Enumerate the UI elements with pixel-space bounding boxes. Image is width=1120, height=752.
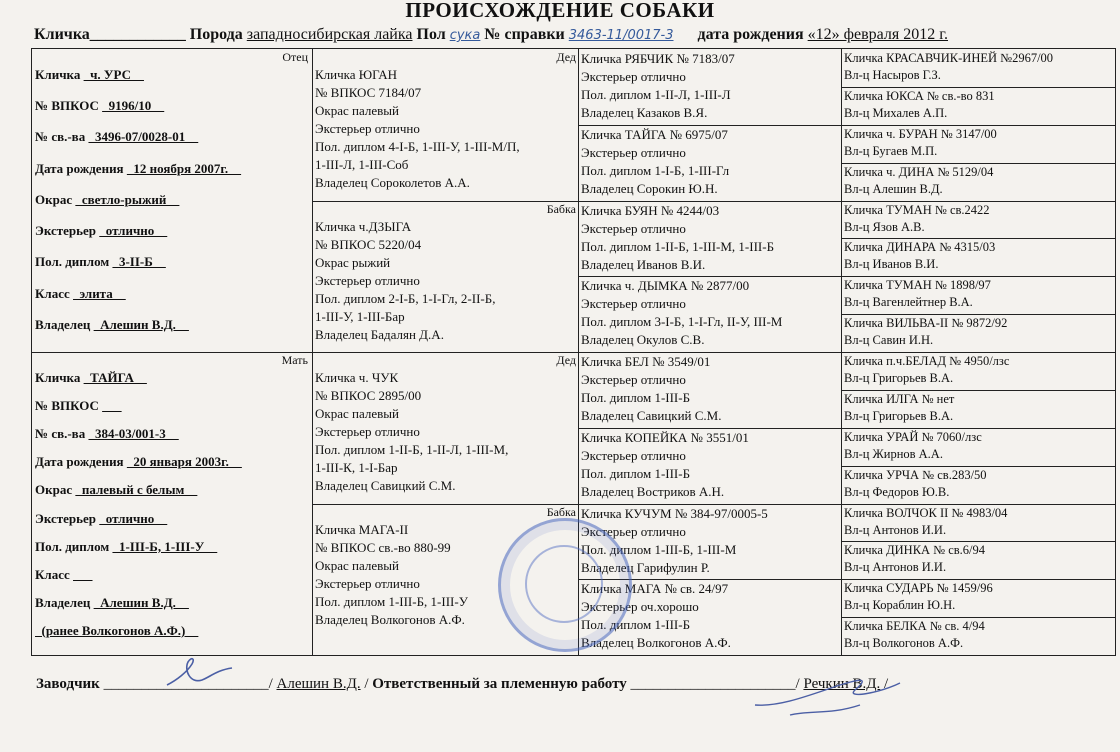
row-divider — [578, 125, 841, 126]
ancestor-field-row: Вл-ц Григорьев В.А. — [844, 371, 954, 385]
great-grandparent-field-row: Кличка МАГА № св. 24/97 — [581, 581, 729, 597]
cert-value: 3463-11/0017-3 — [568, 28, 674, 43]
ancestor-field-row: Вл-ц Антонов И.И. — [844, 522, 947, 537]
great-grandparent-field-row: Пол. диплом 1-II-Л, 1-III-Л — [581, 87, 731, 102]
ancestor-field-row: Кличка ч. ДИНА № 5129/04 — [844, 164, 994, 179]
great-grandparent-field-row: Владелец Иванов В.И. — [581, 256, 706, 272]
grandparent-field-row: 1-III-У, 1-III-Бар — [315, 308, 405, 324]
grandparent-field-row: Пол. диплом 2-I-Б, 1-I-Гл, 2-II-Б, — [315, 290, 496, 306]
field-value — [102, 398, 122, 413]
seal-stamp — [498, 518, 632, 652]
grandparent-field-row: Кличка ч.ДЗЫГА — [315, 218, 412, 234]
ancestor-field-row: Кличка ТУМАН № 1898/97 — [844, 278, 991, 293]
row-divider — [578, 352, 841, 353]
row-divider — [841, 352, 1115, 353]
grandparent-field-row: Пол. диплом 4-I-Б, 1-III-У, 1-III-М/П, — [315, 139, 520, 154]
field-label: Экстерьер — [35, 223, 100, 239]
row-divider — [578, 428, 841, 429]
parent-role-father: Отец — [282, 50, 308, 64]
grandparent-field-row: Пол. диплом 1-II-Б, 1-II-Л, 1-III-М, — [315, 442, 509, 457]
grandparent-field-row: Экстерьер отлично — [315, 575, 420, 591]
document-title: ПРОИСХОЖДЕНИЕ СОБАКИ — [405, 0, 715, 22]
parent-field-row — [35, 595, 189, 610]
grandparent-field-row: Окрас рыжий — [315, 254, 391, 270]
grandparent-field-row: № ВПКОС св.-во 880-99 — [315, 539, 451, 555]
parent-field-row — [35, 223, 167, 238]
grandparent-field-row: Пол. диплом 1-III-Б, 1-III-У — [315, 593, 468, 609]
great-grandparent-field-row: Экстерьер отлично — [581, 69, 686, 84]
field-label: Пол. диплом — [35, 538, 113, 554]
field-label: Дата рождения — [35, 454, 127, 470]
breeder-signature — [162, 650, 242, 695]
ancestor-field-row: Вл-ц Иванов В.И. — [844, 257, 939, 272]
ancestor-field-row: Вл-ц Михалев А.П. — [844, 105, 948, 120]
parent-field-row — [35, 98, 164, 113]
grandparent-field-row: Окрас палевый — [315, 406, 399, 421]
responsible-signature — [750, 665, 910, 725]
ancestor-field-row: Вл-ц Жирнов А.А. — [844, 446, 943, 461]
parent-field-row — [35, 129, 198, 144]
great-grandparent-role: Дед — [556, 353, 576, 367]
ancestor-field-row: Кличка ВОЛЧОК II № 4983/04 — [844, 505, 1008, 520]
ancestor-field-row: Вл-ц Язов А.В. — [844, 219, 925, 234]
great-grandparent-field-row: Владелец Волкогонов А.Ф. — [581, 635, 731, 651]
field-value: 20 января 2003г. — [126, 454, 242, 470]
grandparent-field-row: 1-III-К, 1-I-Бар — [315, 460, 398, 475]
row-divider — [841, 428, 1115, 429]
great-grandparent-field-row: Пол. диплом 1-II-Б, 1-III-М, 1-III-Б — [581, 238, 775, 254]
great-grandparent-field-row: Пол. диплом 1-III-Б — [581, 390, 691, 405]
field-value: Алешин В.Д. — [93, 316, 189, 332]
row-divider — [578, 504, 841, 505]
grandparent-field-row: Кличка МАГА-II — [315, 521, 409, 537]
field-value: элита — [73, 285, 126, 301]
field-label: № ВПКОС — [35, 398, 103, 414]
great-grandparent-field-row: Пол. диплом 1-I-Б, 1-III-Гл — [581, 162, 730, 178]
parent-field-row — [35, 567, 93, 582]
row-divider — [841, 314, 1115, 315]
row-divider — [841, 125, 1115, 126]
parent-field-row — [35, 482, 197, 497]
great-grandparent-role: Бабка — [546, 201, 576, 216]
ancestor-field-row: Кличка ЮКСА № св.-во 831 — [844, 88, 995, 103]
field-value: (ранее Волкогонов А.Ф.) — [35, 622, 199, 638]
grandparent-field-row: Экстерьер отлично — [315, 272, 420, 288]
parent-field-row — [35, 370, 147, 385]
grandparent-field-row: Владелец Сороколетов А.А. — [315, 175, 470, 190]
row-divider — [841, 504, 1115, 505]
parent-field-row — [35, 161, 241, 176]
grandparent-field-row: Окрас палевый — [315, 103, 399, 118]
grandparent-field-row: Владелец Савицкий С.М. — [315, 478, 456, 493]
great-grandparent-field-row: Кличка БУЯН № 4244/03 — [581, 202, 720, 218]
row-divider — [841, 87, 1115, 88]
footer-row: Заводчик ______________________/ Алешин В.Д. / Ответственный за племенную работу ______________________/ Речкин В.Д. / — [36, 676, 889, 692]
name-label: Кличка — [34, 26, 90, 43]
grandparent-field-row: № ВПКОС 7184/07 — [315, 85, 422, 100]
sex-value: сука — [449, 28, 481, 43]
ancestor-field-row: Вл-ц Вагенлейтнер В.А. — [844, 295, 973, 310]
cert-label: № справки — [484, 26, 565, 43]
grandparent-field-row: Владелец Бадалян Д.А. — [315, 326, 444, 342]
field-label: Владелец — [35, 316, 94, 332]
sex-label: Пол — [416, 26, 446, 43]
field-label: Класс — [35, 285, 74, 301]
row-divider — [841, 201, 1115, 202]
field-value: ч. УРС — [83, 67, 144, 82]
great-grandparent-field-row: Владелец Сорокин Ю.Н. — [581, 180, 718, 196]
great-grandparent-field-row: Пол. диплом 1-III-Б, 1-III-М — [581, 541, 737, 557]
parent-field-row — [35, 317, 189, 332]
great-grandparent-role: Бабка — [546, 504, 576, 519]
field-value: 3-II-Б — [112, 254, 166, 270]
grandparent-field-row: Кличка ч. ЧУК — [315, 370, 399, 385]
ancestor-field-row: Вл-ц Бугаев М.П. — [844, 143, 938, 158]
row-divider — [578, 276, 841, 277]
row-divider — [841, 390, 1115, 391]
field-label: Пол. диплом — [35, 254, 113, 270]
dob-value: «12» февраля 2012 г. — [807, 26, 949, 43]
field-value: отлично — [99, 510, 168, 526]
ancestor-field-row: Вл-ц Волкогонов А.Ф. — [844, 636, 964, 651]
field-value: светло-рыжий — [75, 191, 180, 207]
field-label: Экстерьер — [35, 510, 100, 526]
field-value: 384-03/001-3 — [88, 426, 179, 442]
ancestor-field-row: Кличка КРАСАВЧИК-ИНЕЙ №2967/00 — [844, 51, 1054, 65]
breeder-label: Заводчик — [36, 676, 100, 692]
great-grandparent-field-row: Экстерьер отлично — [581, 220, 686, 236]
header-row: Кличка____________ Порода западносибирская лайка Пол сука № справки 3463-11/0017-3 дата рождения «12» февраля 2012 г. — [34, 26, 949, 43]
ancestor-field-row: Кличка УРЧА № св.283/50 — [844, 467, 987, 482]
responsible-name: Речкин В.Д. — [803, 676, 881, 692]
ancestor-field-row: Кличка ДИНАРА № 4315/03 — [844, 240, 996, 255]
ancestor-field-row: Кличка ТУМАН № св.2422 — [844, 202, 990, 217]
parent-field-row — [35, 623, 198, 638]
great-grandparent-field-row: Кличка КОПЕЙКА № 3551/01 — [581, 429, 749, 445]
responsible-label: Ответственный за племенную работу — [372, 676, 627, 692]
field-value: 12 ноября 2007г. — [126, 160, 242, 176]
ancestor-field-row: Вл-ц Алешин В.Д. — [844, 181, 943, 196]
field-value: 9196/10 — [102, 98, 165, 114]
row-divider — [841, 579, 1115, 580]
grandparent-field-row: № ВПКОС 2895/00 — [315, 388, 422, 403]
parent-field-row — [35, 539, 217, 554]
great-grandparent-field-row: Владелец Гарифулин Р. — [581, 559, 710, 575]
ancestor-field-row: Вл-ц Григорьев В.А. — [844, 408, 954, 423]
grandparent-field-row: Окрас палевый — [315, 557, 399, 573]
ancestor-field-row: Кличка ВИЛЬВА-II № 9872/92 — [844, 316, 1008, 331]
great-grandparent-field-row: Пол. диплом 1-III-Б — [581, 465, 691, 481]
grandparent-field-row: Экстерьер отлично — [315, 121, 420, 136]
great-grandparent-field-row: Владелец Казаков В.Я. — [581, 105, 708, 120]
field-label: № св.-ва — [35, 129, 89, 145]
grandparent-field-row: Экстерьер отлично — [315, 424, 420, 439]
parent-field-row — [35, 511, 167, 526]
breed-value: западносибирская лайка — [246, 26, 413, 43]
great-grandparent-field-row: Экстерьер отлично — [581, 523, 686, 539]
field-label: Окрас — [35, 482, 76, 498]
great-grandparent-field-row: Владелец Савицкий С.М. — [581, 408, 722, 423]
ancestor-field-row: Вл-ц Антонов И.И. — [844, 560, 947, 575]
row-divider — [578, 201, 841, 202]
parent-field-row — [35, 426, 179, 441]
great-grandparent-field-row: Пол. диплом 1-III-Б — [581, 617, 691, 633]
grandparent-field-row: № ВПКОС 5220/04 — [315, 236, 422, 252]
parent-field-row — [35, 286, 126, 301]
field-value — [73, 567, 93, 582]
ancestor-field-row: Вл-ц Насыров Г.З. — [844, 68, 941, 82]
field-value: ТАЙГА — [83, 370, 147, 385]
great-grandparent-field-row: Пол. диплом 3-I-Б, 1-I-Гл, II-У, III-М — [581, 314, 783, 330]
great-grandparent-field-row: Владелец Окулов С.В. — [581, 332, 705, 348]
field-value: Алешин В.Д. — [93, 594, 189, 610]
field-label: № ВПКОС — [35, 98, 103, 114]
field-label: № св.-ва — [35, 426, 89, 442]
field-value: палевый с белым — [75, 482, 198, 498]
parent-field-row — [35, 398, 122, 413]
breed-label: Порода — [189, 26, 243, 43]
ancestor-field-row: Кличка БЕЛКА № св. 4/94 — [844, 619, 985, 634]
great-grandparent-role: Дед — [556, 50, 576, 64]
great-grandparent-field-row: Кличка РЯБЧИК № 7183/07 — [581, 51, 735, 66]
great-grandparent-field-row: Экстерьер оч.хорошо — [581, 599, 699, 615]
row-divider — [841, 276, 1115, 277]
ancestor-field-row: Кличка ИЛГА № нет — [844, 391, 955, 406]
great-grandparent-field-row: Экстерьер отлично — [581, 296, 686, 312]
field-value: 3496-07/0028-01 — [88, 129, 199, 145]
field-label: Дата рождения — [35, 160, 127, 176]
parent-field-row — [35, 192, 179, 207]
ancestor-field-row: Кличка УРАЙ № 7060/лзс — [844, 429, 982, 444]
ancestor-field-row: Вл-ц Савин И.Н. — [844, 333, 934, 348]
dob-label: дата рождения — [697, 26, 804, 43]
ancestor-field-row: Кличка ДИНКА № св.6/94 — [844, 543, 986, 558]
row-divider — [841, 238, 1115, 239]
great-grandparent-field-row: Кличка ТАЙГА № 6975/07 — [581, 126, 728, 142]
row-divider — [841, 163, 1115, 164]
parent-field-row — [35, 254, 166, 269]
field-label: Кличка — [35, 370, 84, 385]
field-value: отлично — [99, 223, 168, 239]
parent-field-row — [35, 454, 242, 469]
ancestor-field-row: Кличка п.ч.БЕЛАД № 4950/лзс — [844, 354, 1010, 368]
field-label: Владелец — [35, 594, 94, 610]
row-divider — [841, 617, 1115, 618]
great-grandparent-field-row: Экстерьер отлично — [581, 372, 686, 387]
great-grandparent-field-row: Экстерьер отлично — [581, 447, 686, 463]
great-grandparent-field-row: Экстерьер отлично — [581, 144, 686, 160]
breeder-name: Алешин В.Д. — [276, 676, 361, 692]
field-label: Кличка — [35, 67, 84, 82]
ancestor-field-row: Вл-ц Федоров Ю.В. — [844, 484, 950, 499]
ancestor-field-row: Кличка СУДАРЬ № 1459/96 — [844, 581, 993, 596]
row-divider — [841, 541, 1115, 542]
grandparent-field-row: Владелец Волкогонов А.Ф. — [315, 611, 465, 627]
great-grandparent-field-row: Владелец Востриков А.Н. — [581, 483, 725, 499]
ancestor-field-row: Кличка ч. БУРАН № 3147/00 — [844, 126, 997, 141]
field-label: Класс — [35, 566, 74, 582]
field-label: Окрас — [35, 191, 76, 207]
field-value: 1-III-Б, 1-III-У — [112, 538, 218, 554]
row-divider — [841, 466, 1115, 467]
great-grandparent-field-row: Кличка ч. ДЫМКА № 2877/00 — [581, 278, 750, 294]
parent-field-row — [35, 67, 144, 82]
great-grandparent-field-row: Кличка КУЧУМ № 384-97/0005-5 — [581, 505, 768, 521]
grandparent-field-row: 1-III-Л, 1-III-Соб — [315, 157, 409, 172]
ancestor-field-row: Вл-ц Кораблин Ю.Н. — [844, 598, 956, 613]
grandparent-field-row: Кличка ЮГАН — [315, 67, 398, 82]
great-grandparent-field-row: Кличка БЕЛ № 3549/01 — [581, 354, 711, 369]
parent-role-mother: Мать — [281, 353, 308, 367]
